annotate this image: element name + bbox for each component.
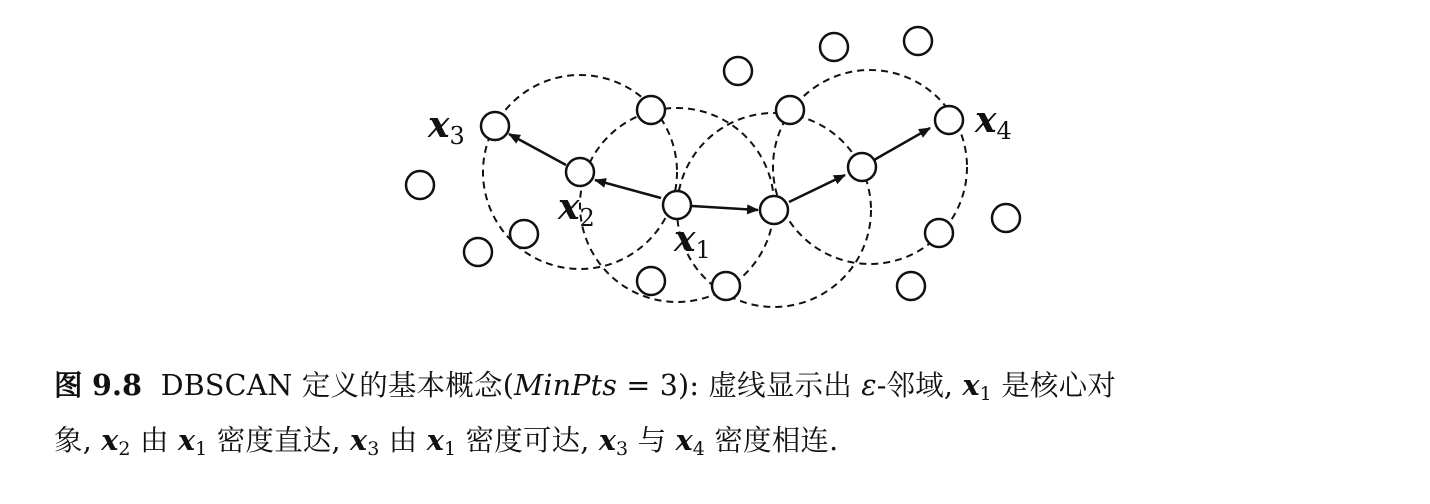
point-noise bbox=[904, 27, 932, 55]
point-x2 bbox=[566, 158, 594, 186]
point-x1 bbox=[663, 191, 691, 219]
label-x2: x2 bbox=[558, 186, 595, 232]
label-x1: x1 bbox=[674, 218, 711, 264]
point-x3 bbox=[481, 112, 509, 140]
point-noise bbox=[992, 204, 1020, 232]
arrow-x2-to-x3 bbox=[509, 134, 566, 165]
point-noise bbox=[406, 171, 434, 199]
caption-line-1: 图 9.8 DBSCAN 定义的基本概念(MinPts = 3): 虚线显示出 ε-邻域, $x_1$ 是核心对 bbox=[54, 368, 1117, 405]
arrow-x1-to-mid bbox=[692, 206, 758, 210]
point-noise bbox=[820, 33, 848, 61]
point-border bbox=[776, 96, 804, 124]
arrow-x1-to-x2 bbox=[595, 180, 661, 198]
label-x4: x4 bbox=[975, 99, 1012, 145]
epsilon-symbol: ε bbox=[861, 369, 877, 402]
point-core-mid bbox=[760, 196, 788, 224]
point-noise bbox=[724, 57, 752, 85]
figure-number: 9.8 bbox=[91, 368, 143, 402]
point-noise bbox=[510, 220, 538, 248]
figure-label: 图 bbox=[54, 368, 83, 402]
arrow-next-to-x4 bbox=[874, 128, 930, 160]
point-noise bbox=[637, 267, 665, 295]
point-border bbox=[712, 272, 740, 300]
minpts-variable: MinPts bbox=[514, 369, 618, 402]
arrow-mid-to-next bbox=[789, 175, 845, 202]
label-x3: x3 bbox=[428, 104, 465, 150]
point-border bbox=[925, 219, 953, 247]
caption-line-2: 象, $x_2$ 由 $x_1$ 密度直达, $x_3$ 由 $x_1$ 密度可达, $x_3$ 与 $x_4$ 密度相连. bbox=[54, 423, 839, 460]
point-x4 bbox=[935, 106, 963, 134]
point-noise bbox=[897, 272, 925, 300]
figure-caption bbox=[54, 362, 1384, 472]
point-noise bbox=[464, 238, 492, 266]
point-border bbox=[637, 96, 665, 124]
point-core-right bbox=[848, 153, 876, 181]
